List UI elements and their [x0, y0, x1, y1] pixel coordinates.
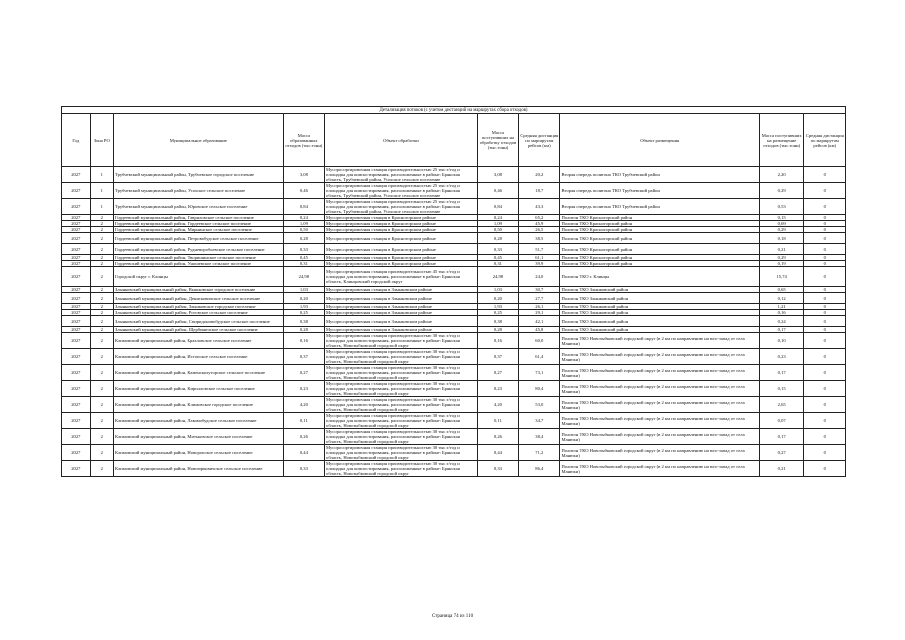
cell-distance-processing: 45,9 — [519, 221, 560, 227]
cell-placement-object: Полигон ТКО Красногорский район — [560, 244, 759, 255]
header-zone: Зона РО — [90, 114, 113, 167]
cell-mass-processed: 0,26 — [477, 429, 518, 445]
table-row — [62, 381, 846, 397]
cell-processing-object: Мусоросортировочная станция в Злынковском районе — [325, 316, 478, 327]
cell-placement-object: Полигон ТКО Новозыбковский городской округ (в 2 км по направлению на юго-запад от села Манюки) — [560, 429, 759, 445]
cell-distance-placement: 0 — [804, 349, 846, 365]
cell-mass-processed: 1,03 — [477, 287, 518, 293]
cell-mass-placed: 0,07 — [759, 413, 804, 429]
cell-placement-object: Полигон ТКО Красногорский район — [560, 227, 759, 233]
table-body — [62, 167, 846, 477]
cell-distance-placement: 0 — [804, 227, 846, 233]
table-row — [62, 316, 846, 327]
cell-municipality: Злынковский муниципальный район, Спиридоновобудское сельское поселение — [113, 316, 283, 327]
cell-zone: 2 — [90, 381, 113, 397]
cell-mass-processed: 1,93 — [477, 304, 518, 310]
cell-mass-generated: 0,11 — [283, 413, 324, 429]
cell-year: 2027 — [62, 215, 91, 221]
cell-placement-object: Полигон ТКО Новозыбковский городской округ (в 2 км по направлению на юго-запад от села Манюки) — [560, 365, 759, 381]
cell-mass-generated: 0,20 — [283, 293, 324, 304]
cell-municipality: Злынковский муниципальный район, Денисковичское сельское поселение — [113, 293, 283, 304]
cell-year: 2027 — [62, 304, 91, 310]
cell-mass-processed: 0,25 — [477, 310, 518, 316]
cell-year: 2027 — [62, 183, 91, 199]
cell-year: 2027 — [62, 255, 91, 261]
cell-distance-placement: 0 — [804, 310, 846, 316]
cell-distance-placement: 0 — [804, 261, 846, 267]
cell-mass-generated: 0,84 — [283, 199, 324, 215]
cell-zone: 2 — [90, 349, 113, 365]
cell-mass-placed: 15,74 — [759, 267, 804, 287]
cell-year: 2027 — [62, 316, 91, 327]
cell-mass-generated: 0,26 — [283, 429, 324, 445]
header-year: Год — [62, 114, 91, 167]
cell-distance-processing: 60,0 — [519, 333, 560, 349]
cell-municipality: Климовский муниципальный район, Лакомобудское сельское поселение — [113, 413, 283, 429]
cell-distance-processing: 38,4 — [519, 429, 560, 445]
cell-distance-placement: 0 — [804, 304, 846, 310]
cell-zone: 2 — [90, 267, 113, 287]
cell-mass-placed: 0,29 — [759, 255, 804, 261]
cell-mass-placed: 0,29 — [759, 227, 804, 233]
cell-mass-processed: 0,45 — [477, 255, 518, 261]
cell-mass-placed: 0,24 — [759, 316, 804, 327]
cell-year: 2027 — [62, 221, 91, 227]
cell-processing-object: Мусоросортировочная станция в Злынковском районе — [325, 304, 478, 310]
cell-distance-processing: 38,5 — [519, 233, 560, 244]
cell-distance-placement: 0 — [804, 381, 846, 397]
cell-zone: 2 — [90, 287, 113, 293]
cell-zone: 1 — [90, 199, 113, 215]
cell-mass-placed: 0,15 — [759, 215, 804, 221]
cell-mass-processed: 3,08 — [477, 167, 518, 183]
cell-mass-generated: 0,28 — [283, 327, 324, 333]
cell-municipality: Трубчевский муниципальный район, Усохское сельское поселение — [113, 183, 283, 199]
cell-mass-generated: 0,38 — [283, 316, 324, 327]
cell-mass-generated: 0,23 — [283, 381, 324, 397]
cell-zone: 2 — [90, 327, 113, 333]
page-number: Страница 74 из 110 — [431, 614, 474, 619]
cell-distance-placement: 0 — [804, 287, 846, 293]
cell-mass-processed: 0,31 — [477, 261, 518, 267]
cell-mass-generated: 4,20 — [283, 397, 324, 413]
cell-zone: 2 — [90, 316, 113, 327]
header-distance-processing: Средняя дистанция по маршрутам рейсов (км) — [519, 114, 560, 167]
cell-distance-processing: 30,7 — [519, 287, 560, 293]
cell-municipality: Климовский муниципальный район, Митьковское сельское поселение — [113, 429, 283, 445]
cell-distance-placement: 0 — [804, 397, 846, 413]
cell-zone: 2 — [90, 445, 113, 461]
cell-year: 2027 — [62, 287, 91, 293]
cell-processing-object: Мусоросортировочная станция в Красногорском районе — [325, 255, 478, 261]
cell-zone: 2 — [90, 233, 113, 244]
cell-mass-processed: 0,20 — [477, 293, 518, 304]
cell-year: 2027 — [62, 397, 91, 413]
cell-distance-placement: 0 — [804, 327, 846, 333]
cell-distance-placement: 0 — [804, 461, 846, 477]
cell-zone: 2 — [90, 304, 113, 310]
cell-municipality: Гордеевский муниципальный район, Мирнинское сельское поселение — [113, 227, 283, 233]
cell-distance-processing: 73,1 — [519, 365, 560, 381]
table-row — [62, 429, 846, 445]
cell-mass-placed: 2,20 — [759, 167, 804, 183]
cell-year: 2027 — [62, 381, 91, 397]
cell-distance-processing: 39,9 — [519, 261, 560, 267]
cell-municipality: Городской округ г. Клинцы — [113, 267, 283, 287]
cell-municipality: Гордеевский муниципальный район, Петровобудское сельское поселение — [113, 233, 283, 244]
cell-year: 2027 — [62, 365, 91, 381]
cell-mass-generated: 0,16 — [283, 333, 324, 349]
cell-placement-object: Полигон ТКО Красногорский район — [560, 261, 759, 267]
cell-mass-generated: 24,98 — [283, 267, 324, 287]
cell-distance-placement: 0 — [804, 183, 846, 199]
cell-mass-placed: 0,10 — [759, 333, 804, 349]
cell-distance-processing: 65,2 — [519, 215, 560, 221]
cell-mass-placed: 0,69 — [759, 221, 804, 227]
cell-distance-placement: 0 — [804, 267, 846, 287]
cell-mass-processed: 0,50 — [477, 227, 518, 233]
cell-placement-object: Полигон ТКО Красногорский район — [560, 221, 759, 227]
cell-distance-processing: 71,2 — [519, 445, 560, 461]
cell-processing-object: Мусоросортировочная станция производительностью 30 тыс.т/год и площадка для компостирования, расположенные в районе: Брянская область, Новозыбковский городской округ — [325, 445, 478, 461]
cell-placement-object: Полигон ТКО Новозыбковский городской округ (в 2 км по направлению на юго-запад от села Манюки) — [560, 461, 759, 477]
table-row — [62, 365, 846, 381]
cell-placement-object: Полигон ТКО Злынковский район — [560, 287, 759, 293]
cell-mass-generated: 0,50 — [283, 227, 324, 233]
cell-year: 2027 — [62, 199, 91, 215]
cell-distance-processing: 43,3 — [519, 199, 560, 215]
cell-mass-generated: 1,09 — [283, 221, 324, 227]
cell-processing-object: Мусоросортировочная станция производительностью 25 тыс.т/год и площадка для компостирования, расположенные в районе: Брянская область, Трубчевский район, Усохское сельское поселение — [325, 167, 478, 183]
cell-mass-processed: 0,33 — [477, 244, 518, 255]
cell-mass-generated: 0,24 — [283, 215, 324, 221]
cell-municipality: Климовский муниципальный район, Истопское сельское поселение — [113, 349, 283, 365]
cell-placement-object: Полигон ТКО Красногорский район — [560, 233, 759, 244]
cell-mass-processed: 0,33 — [477, 461, 518, 477]
cell-placement-object: Полигон ТКО Новозыбковский городской округ (в 2 км по направлению на юго-запад от села Манюки) — [560, 413, 759, 429]
cell-placement-object: Вторая очередь полигона ТКО Трубчевский район — [560, 167, 759, 183]
cell-distance-placement: 0 — [804, 233, 846, 244]
cell-mass-placed: 0,17 — [759, 365, 804, 381]
cell-placement-object: Вторая очередь полигона ТКО Трубчевский район — [560, 199, 759, 215]
cell-mass-processed: 0,28 — [477, 327, 518, 333]
cell-processing-object: Мусоросортировочная станция производительностью 30 тыс.т/год и площадка для компостирования, расположенные в районе: Брянская область, Новозыбковский городской округ — [325, 381, 478, 397]
cell-distance-placement: 0 — [804, 365, 846, 381]
cell-year: 2027 — [62, 267, 91, 287]
cell-mass-placed: 0,21 — [759, 244, 804, 255]
cell-placement-object: Полигон ТКО Новозыбковский городской округ (в 2 км по направлению на юго-запад от села Манюки) — [560, 333, 759, 349]
header-mass-placed: Масса поступивших на размещение отходов (тыс.тонн) — [759, 114, 804, 167]
cell-mass-processed: 0,46 — [477, 183, 518, 199]
cell-mass-generated: 1,93 — [283, 304, 324, 310]
cell-year: 2027 — [62, 333, 91, 349]
header-row — [62, 114, 846, 167]
cell-processing-object: Мусоросортировочная станция производительностью 25 тыс.т/год и площадка для компостирования, расположенные в районе: Брянская область, Трубчевский район, Усохское сельское поселение — [325, 199, 478, 215]
cell-mass-processed: 4,20 — [477, 397, 518, 413]
table-row — [62, 397, 846, 413]
cell-municipality: Климовский муниципальный район, Новоропское сельское поселение — [113, 445, 283, 461]
cell-processing-object: Мусоросортировочная станция в Красногорском районе — [325, 215, 478, 221]
cell-year: 2027 — [62, 413, 91, 429]
cell-distance-placement: 0 — [804, 255, 846, 261]
cell-year: 2027 — [62, 244, 91, 255]
cell-processing-object: Мусоросортировочная станция в Красногорском районе — [325, 227, 478, 233]
table-row — [62, 445, 846, 461]
cell-distance-processing: 26,5 — [519, 227, 560, 233]
table-row — [62, 267, 846, 287]
cell-mass-placed: 0,29 — [759, 183, 804, 199]
cell-processing-object: Мусоросортировочная станция производительностью 30 тыс.т/год и площадка для компостирования, расположенные в районе: Брянская область, Новозыбковский городской округ — [325, 413, 478, 429]
cell-distance-placement: 0 — [804, 199, 846, 215]
table-row — [62, 183, 846, 199]
table-row — [62, 413, 846, 429]
cell-municipality: Трубчевский муниципальный район, Юровское сельское поселение — [113, 199, 283, 215]
cell-mass-processed: 0,38 — [477, 316, 518, 327]
cell-zone: 2 — [90, 255, 113, 261]
cell-placement-object: Полигон ТКО Злынковский район — [560, 310, 759, 316]
cell-mass-placed: 0,65 — [759, 287, 804, 293]
cell-municipality: Трубчевский муниципальный район, Трубчевское городское поселение — [113, 167, 283, 183]
cell-municipality: Климовский муниципальный район, Климовское городское поселение — [113, 397, 283, 413]
cell-distance-processing: 26,1 — [519, 304, 560, 310]
cell-mass-placed: 0,17 — [759, 327, 804, 333]
cell-processing-object: Мусоросортировочная станция в Злынковском районе — [325, 287, 478, 293]
cell-mass-processed: 1,09 — [477, 221, 518, 227]
cell-processing-object: Мусоросортировочная станция производительностью 30 тыс.т/год и площадка для компостирования, расположенные в районе: Брянская область, Новозыбковский городской округ — [325, 365, 478, 381]
cell-distance-processing: 45,8 — [519, 327, 560, 333]
header-placement-object: Объект размещения — [560, 114, 759, 167]
cell-municipality: Злынковский муниципальный район, Щербиничское сельское поселение — [113, 327, 283, 333]
cell-mass-generated: 0,31 — [283, 261, 324, 267]
cell-municipality: Климовский муниципальный район, Кирилловское сельское поселение — [113, 381, 283, 397]
cell-distance-placement: 0 — [804, 316, 846, 327]
cell-zone: 1 — [90, 167, 113, 183]
cell-mass-placed: 0,17 — [759, 429, 804, 445]
cell-zone: 1 — [90, 183, 113, 199]
cell-zone: 2 — [90, 461, 113, 477]
cell-mass-placed: 0,21 — [759, 461, 804, 477]
cell-mass-placed: 1,21 — [759, 304, 804, 310]
cell-mass-placed: 0,19 — [759, 261, 804, 267]
cell-processing-object: Мусоросортировочная станция производительностью 45 тыс.т/год и площадка для компостирования, расположенные в районе: Брянская область, Клинцовский городской округ — [325, 267, 478, 287]
cell-mass-processed: 0,23 — [477, 381, 518, 397]
cell-zone: 2 — [90, 397, 113, 413]
cell-distance-placement: 0 — [804, 221, 846, 227]
cell-zone: 2 — [90, 244, 113, 255]
cell-distance-placement: 0 — [804, 167, 846, 183]
cell-zone: 2 — [90, 333, 113, 349]
cell-zone: 2 — [90, 221, 113, 227]
table-row — [62, 333, 846, 349]
cell-processing-object: Мусоросортировочная станция производительностью 30 тыс.т/год и площадка для компостирования, расположенные в районе: Брянская область, Новозыбковский городской округ — [325, 333, 478, 349]
cell-year: 2027 — [62, 233, 91, 244]
cell-distance-processing: 51,7 — [519, 244, 560, 255]
cell-municipality: Климовский муниципальный район, Новоюрковичское сельское поселение — [113, 461, 283, 477]
cell-processing-object: Мусоросортировочная станция в Красногорском районе — [325, 221, 478, 227]
cell-mass-processed: 0,28 — [477, 233, 518, 244]
cell-mass-generated: 1,03 — [283, 287, 324, 293]
cell-processing-object: Мусоросортировочная станция в Злынковском районе — [325, 327, 478, 333]
cell-placement-object: Полигон ТКО Злынковский район — [560, 293, 759, 304]
table-row — [62, 233, 846, 244]
table-row — [62, 167, 846, 183]
cell-processing-object: Мусоросортировочная станция в Красногорском районе — [325, 244, 478, 255]
cell-mass-placed: 0,27 — [759, 445, 804, 461]
cell-placement-object: Полигон ТКО Новозыбковский городской округ (в 2 км по направлению на юго-запад от села Манюки) — [560, 397, 759, 413]
cell-municipality: Гордеевский муниципальный район, Гордеевское сельское поселение — [113, 221, 283, 227]
cell-distance-processing: 80,4 — [519, 381, 560, 397]
cell-year: 2027 — [62, 261, 91, 267]
cell-zone: 2 — [90, 261, 113, 267]
cell-zone: 2 — [90, 215, 113, 221]
cell-year: 2027 — [62, 327, 91, 333]
cell-year: 2027 — [62, 293, 91, 304]
cell-placement-object: Полигон ТКО Красногорский район — [560, 215, 759, 221]
cell-mass-processed: 0,27 — [477, 365, 518, 381]
table-row — [62, 349, 846, 365]
cell-mass-placed: 0,53 — [759, 199, 804, 215]
cell-municipality: Климовский муниципальный район, Каменскохуторское сельское поселение — [113, 365, 283, 381]
cell-municipality: Гордеевский муниципальный район, Гавриловское сельское поселение — [113, 215, 283, 221]
cell-distance-processing: 27,7 — [519, 293, 560, 304]
cell-mass-processed: 0,37 — [477, 349, 518, 365]
cell-distance-processing: 86,4 — [519, 461, 560, 477]
cell-mass-generated: 0,28 — [283, 233, 324, 244]
cell-processing-object: Мусоросортировочная станция в Красногорском районе — [325, 261, 478, 267]
header-mass-processed: Масса поступивших на обработку отходов (тыс.тонн) — [477, 114, 518, 167]
cell-processing-object: Мусоросортировочная станция производительностью 30 тыс.т/год и площадка для компостирования, расположенные в районе: Брянская область, Новозыбковский городской округ — [325, 397, 478, 413]
cell-mass-processed: 24,98 — [477, 267, 518, 287]
cell-distance-processing: 53,0 — [519, 397, 560, 413]
header-distance-placement: Средняя дистанция по маршрутам рейсов (км) — [804, 114, 846, 167]
cell-zone: 2 — [90, 429, 113, 445]
cell-mass-generated: 0,45 — [283, 255, 324, 261]
cell-distance-processing: 29,1 — [519, 310, 560, 316]
cell-municipality: Климовский муниципальный район, Брахловское сельское поселение — [113, 333, 283, 349]
cell-mass-processed: 0,44 — [477, 445, 518, 461]
cell-year: 2027 — [62, 227, 91, 233]
cell-municipality: Гордеевский муниципальный район, Уношевское сельское поселение — [113, 261, 283, 267]
cell-distance-processing: 24,0 — [519, 267, 560, 287]
cell-placement-object: Полигон ТКО г. Клинцы — [560, 267, 759, 287]
table-row — [62, 199, 846, 215]
cell-distance-placement: 0 — [804, 413, 846, 429]
cell-municipality: Гордеевский муниципальный район, Рудневоробьевское сельское поселение — [113, 244, 283, 255]
cell-zone: 2 — [90, 413, 113, 429]
cell-zone: 2 — [90, 293, 113, 304]
cell-placement-object: Полигон ТКО Злынковский район — [560, 327, 759, 333]
cell-distance-placement: 0 — [804, 429, 846, 445]
cell-mass-generated: 0,44 — [283, 445, 324, 461]
cell-processing-object: Мусоросортировочная станция производительностью 30 тыс.т/год и площадка для компостирования, расположенные в районе: Брянская область, Новозыбковский городской округ — [325, 461, 478, 477]
cell-mass-placed: 0,18 — [759, 233, 804, 244]
cell-processing-object: Мусоросортировочная станция в Красногорском районе — [325, 233, 478, 244]
cell-mass-placed: 0,12 — [759, 293, 804, 304]
cell-year: 2027 — [62, 445, 91, 461]
cell-mass-generated: 0,37 — [283, 349, 324, 365]
cell-placement-object: Полигон ТКО Злынковский район — [560, 316, 759, 327]
cell-processing-object: Мусоросортировочная станция производительностью 30 тыс.т/год и площадка для компостирования, расположенные в районе: Брянская область, Новозыбковский городской округ — [325, 429, 478, 445]
cell-distance-processing: 18,7 — [519, 183, 560, 199]
cell-processing-object: Мусоросортировочная станция в Злынковском районе — [325, 293, 478, 304]
cell-zone: 2 — [90, 227, 113, 233]
cell-municipality: Злынковский муниципальный район, Вышковское городское поселение — [113, 287, 283, 293]
cell-zone: 2 — [90, 365, 113, 381]
header-mass-generated: Масса образованных отходов (тыс.тонн) — [283, 114, 324, 167]
cell-mass-processed: 0,11 — [477, 413, 518, 429]
table-row — [62, 244, 846, 255]
waste-flow-table — [61, 106, 846, 477]
cell-year: 2027 — [62, 167, 91, 183]
table-row — [62, 461, 846, 477]
cell-mass-placed: 0,23 — [759, 349, 804, 365]
cell-mass-processed: 0,24 — [477, 215, 518, 221]
cell-mass-placed: 2,65 — [759, 397, 804, 413]
cell-mass-generated: 0,33 — [283, 461, 324, 477]
cell-mass-placed: 0,16 — [759, 310, 804, 316]
cell-placement-object: Полигон ТКО Новозыбковский городской округ (в 2 км по направлению на юго-запад от села Манюки) — [560, 349, 759, 365]
header-processing-object: Объект обработки — [325, 114, 478, 167]
cell-year: 2027 — [62, 349, 91, 365]
cell-mass-generated: 0,25 — [283, 310, 324, 316]
cell-placement-object: Полигон ТКО Новозыбковский городской округ (в 2 км по направлению на юго-запад от села Манюки) — [560, 445, 759, 461]
cell-mass-generated: 0,27 — [283, 365, 324, 381]
cell-distance-placement: 0 — [804, 293, 846, 304]
cell-placement-object: Полигон ТКО Злынковский район — [560, 304, 759, 310]
header-municipality: Муниципальное образование — [113, 114, 283, 167]
cell-mass-generated: 0,46 — [283, 183, 324, 199]
cell-year: 2027 — [62, 429, 91, 445]
cell-placement-object: Вторая очередь полигона ТКО Трубчевский район — [560, 183, 759, 199]
cell-processing-object: Мусоросортировочная станция в Злынковском районе — [325, 310, 478, 316]
cell-municipality: Злынковский муниципальный район, Злынковское городское поселение — [113, 304, 283, 310]
cell-year: 2027 — [62, 461, 91, 477]
cell-distance-placement: 0 — [804, 244, 846, 255]
table-row — [62, 293, 846, 304]
cell-processing-object: Мусоросортировочная станция производительностью 30 тыс.т/год и площадка для компостирования, расположенные в районе: Брянская область, Новозыбковский городской округ — [325, 349, 478, 365]
cell-placement-object: Полигон ТКО Новозыбковский городской округ (в 2 км по направлению на юго-запад от села Манюки) — [560, 381, 759, 397]
cell-mass-processed: 0,84 — [477, 199, 518, 215]
cell-municipality: Злынковский муниципальный район, Роговское сельское поселение — [113, 310, 283, 316]
cell-distance-placement: 0 — [804, 215, 846, 221]
cell-placement-object: Полигон ТКО Красногорский район — [560, 255, 759, 261]
cell-distance-processing: 42,1 — [519, 316, 560, 327]
cell-municipality: Гордеевский муниципальный район, Творишинское сельское поселение — [113, 255, 283, 261]
cell-mass-generated: 0,33 — [283, 244, 324, 255]
cell-distance-processing: 20,2 — [519, 167, 560, 183]
cell-distance-processing: 61,1 — [519, 255, 560, 261]
table-caption: Детализация потоков (с учетом дистанций на маршрутах сбора отходов) — [62, 107, 846, 114]
cell-mass-processed: 0,16 — [477, 333, 518, 349]
cell-year: 2027 — [62, 310, 91, 316]
cell-processing-object: Мусоросортировочная станция производительностью 25 тыс.т/год и площадка для компостирования, расположенные в районе: Брянская область, Трубчевский район, Усохское сельское поселение — [325, 183, 478, 199]
cell-zone: 2 — [90, 310, 113, 316]
cell-distance-placement: 0 — [804, 333, 846, 349]
cell-mass-generated: 3,08 — [283, 167, 324, 183]
cell-distance-processing: 61,4 — [519, 349, 560, 365]
cell-distance-processing: 34,7 — [519, 413, 560, 429]
cell-distance-placement: 0 — [804, 445, 846, 461]
cell-mass-placed: 0,15 — [759, 381, 804, 397]
